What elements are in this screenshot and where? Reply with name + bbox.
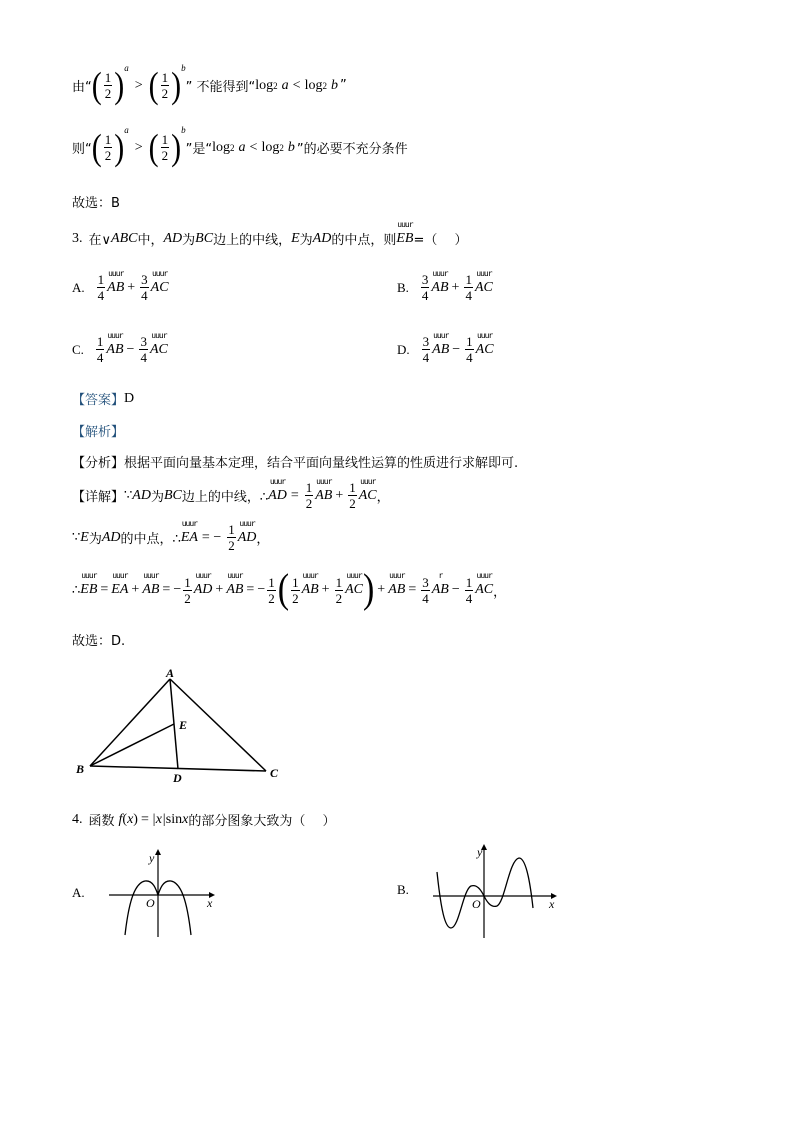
var: AD xyxy=(132,487,151,503)
exponent: a xyxy=(124,62,129,73)
num: 1 xyxy=(96,334,104,349)
text: 边上的中线，∴ xyxy=(181,490,269,505)
vector xyxy=(237,518,257,546)
fraction xyxy=(422,334,431,365)
text: 故选：D. xyxy=(72,634,126,649)
comma: ， xyxy=(256,532,270,547)
equals: = xyxy=(162,582,171,597)
exponent: a xyxy=(124,124,129,135)
therefore-symbol: ∴ xyxy=(72,582,81,598)
den: 4 xyxy=(422,350,430,365)
text: ”的必要不充分条件 xyxy=(296,142,408,157)
arrow-mark: uuur xyxy=(151,330,167,340)
operator: − xyxy=(126,341,135,357)
x-label: x xyxy=(206,896,212,910)
vector-name: AB xyxy=(431,279,449,295)
vector xyxy=(226,571,244,598)
detail-line-3 xyxy=(72,567,507,612)
operator: − xyxy=(452,341,461,357)
fraction xyxy=(465,575,474,606)
equals: = xyxy=(408,582,417,597)
analysis-heading xyxy=(72,421,124,440)
arrow-mark: uuur xyxy=(433,330,449,340)
question-number: 3. xyxy=(72,230,83,246)
vector-name: EB xyxy=(80,582,98,597)
arrow-mark: uuur xyxy=(143,571,159,580)
sin: sin xyxy=(165,811,183,827)
side-ab xyxy=(90,679,170,766)
text: 则“ xyxy=(72,142,92,157)
fraction xyxy=(227,522,236,553)
fraction xyxy=(267,575,276,606)
num: 1 xyxy=(465,272,472,287)
fraction xyxy=(140,272,149,303)
vector-name: AB xyxy=(315,487,333,503)
answer-value: D xyxy=(124,390,135,406)
fraction xyxy=(348,480,357,511)
log: log xyxy=(261,139,280,155)
vector-name: EA xyxy=(180,529,198,545)
label-d: D xyxy=(173,771,182,785)
num: 3 xyxy=(140,334,147,349)
var: b xyxy=(287,139,295,155)
option-label: D. xyxy=(397,341,410,357)
vector xyxy=(475,330,494,358)
equals: = xyxy=(100,582,109,597)
abs-x: |x| xyxy=(151,811,166,827)
arrow-mark: uuur xyxy=(81,571,97,580)
log-base: 2 xyxy=(322,80,327,91)
text: 由“ xyxy=(72,80,92,95)
paren: ) xyxy=(114,64,125,106)
because-symbol: ∵ xyxy=(124,488,133,503)
text: 的中点，则 xyxy=(331,233,397,248)
answer-line xyxy=(72,389,134,408)
arrow-mark: uuur xyxy=(302,571,318,580)
fraction xyxy=(335,575,344,606)
num: 3 xyxy=(421,272,429,287)
vector xyxy=(80,571,98,598)
den: 2 xyxy=(335,590,343,606)
fraction xyxy=(305,480,314,511)
log-base: 2 xyxy=(273,80,278,91)
arrow-mark: uuur xyxy=(397,219,413,229)
arrow-mark: uuur xyxy=(476,268,492,278)
origin-label: O xyxy=(471,897,481,911)
fraction xyxy=(464,272,473,303)
operator: + xyxy=(127,279,136,295)
big-paren: ( xyxy=(277,567,290,612)
num: 1 xyxy=(465,574,473,590)
fraction xyxy=(465,334,474,365)
vector-name: AC xyxy=(149,341,168,357)
vector-name: AC xyxy=(475,341,494,357)
option-a[interactable] xyxy=(72,268,169,303)
question-4 xyxy=(72,810,336,829)
var: AD xyxy=(312,230,332,246)
den: 4 xyxy=(96,350,104,365)
den: 2 xyxy=(292,590,299,606)
vector-name: AD xyxy=(237,529,257,545)
vector-name: AB xyxy=(388,582,406,597)
lt-sign: < xyxy=(249,139,258,155)
equals: = xyxy=(246,582,255,597)
num: 1 xyxy=(305,480,313,495)
var: E xyxy=(291,230,300,246)
num: 1 xyxy=(104,132,112,147)
fraction xyxy=(161,132,170,163)
vector xyxy=(388,571,406,598)
fraction xyxy=(97,272,106,303)
triangle-figure xyxy=(70,665,290,785)
plus: + xyxy=(215,582,224,597)
den: 4 xyxy=(466,350,473,365)
detail-line-2 xyxy=(72,518,270,553)
num: 1 xyxy=(349,480,356,495)
fraction xyxy=(104,70,113,101)
arrow-mark: uuur xyxy=(108,268,124,278)
den: 2 xyxy=(268,590,275,606)
comma: ， xyxy=(376,490,390,505)
y-axis-arrow-icon xyxy=(155,849,161,855)
graph-a xyxy=(91,845,221,940)
answer-tag: 【答案】 xyxy=(72,393,125,408)
graph-b xyxy=(415,840,565,940)
den: 2 xyxy=(228,538,235,553)
question-number: 4. xyxy=(72,811,83,827)
paren: ( xyxy=(91,126,102,168)
text: 边上的中线， xyxy=(213,233,292,248)
because-symbol: ∵ xyxy=(72,530,81,545)
text: 在∨ xyxy=(88,233,112,248)
vector-name: AC xyxy=(474,279,493,295)
num: 1 xyxy=(228,522,235,537)
paren: ) xyxy=(114,126,125,168)
num: 1 xyxy=(184,574,191,590)
text: ”是“ xyxy=(185,142,213,157)
equals: = xyxy=(290,487,299,503)
option-label: B. xyxy=(397,882,409,897)
num: 1 xyxy=(335,574,343,590)
arrow-mark: uuur xyxy=(269,476,286,486)
log-base: 2 xyxy=(230,142,235,153)
fraction xyxy=(104,132,113,163)
den: 2 xyxy=(305,496,313,511)
vector-name: AB xyxy=(432,341,450,357)
num: 3 xyxy=(422,334,430,349)
num: 1 xyxy=(97,272,105,287)
vector-name: AC xyxy=(345,582,363,597)
segment-be xyxy=(90,724,174,766)
vector xyxy=(301,571,319,598)
text: 中， xyxy=(137,233,164,248)
selection-1 xyxy=(72,192,120,211)
var: a xyxy=(281,77,289,93)
vector xyxy=(142,571,160,598)
var: b xyxy=(330,77,338,93)
den: 4 xyxy=(465,288,472,303)
detail-tag: 【详解】 xyxy=(72,490,125,505)
fraction xyxy=(183,575,192,606)
vector xyxy=(432,330,450,358)
vector-name: AD xyxy=(268,487,287,503)
y-label: y xyxy=(148,851,154,865)
vector-name: AB xyxy=(142,582,160,597)
var: AD xyxy=(163,230,183,246)
text: 为 xyxy=(88,532,102,547)
den: 2 xyxy=(104,148,112,163)
num: 1 xyxy=(292,574,299,590)
den: 4 xyxy=(140,350,147,365)
arrow-mark: uuur xyxy=(239,518,255,528)
log-base: 2 xyxy=(279,142,284,153)
arrow-mark: uuur xyxy=(112,571,128,580)
log: log xyxy=(255,77,274,93)
option-label: C. xyxy=(72,341,84,357)
vector-name: AB xyxy=(431,582,449,597)
arrow-mark: uuur xyxy=(346,571,362,580)
den: 4 xyxy=(465,590,473,606)
label-c: C xyxy=(270,766,279,780)
option-label: A. xyxy=(72,279,85,295)
den: 2 xyxy=(161,148,169,163)
text: =（ ） xyxy=(413,233,468,248)
fraction xyxy=(291,575,300,606)
num: 1 xyxy=(104,70,112,85)
gt-sign: > xyxy=(134,139,143,155)
gt-sign: > xyxy=(134,77,143,93)
den: 4 xyxy=(421,288,429,303)
exponent: b xyxy=(181,124,186,135)
arrow-mark: uuur xyxy=(107,330,123,340)
comma: ， xyxy=(493,584,507,600)
var: BC xyxy=(163,487,182,503)
var: x xyxy=(127,811,134,827)
minus: − xyxy=(257,582,266,597)
var: a xyxy=(238,139,246,155)
fraction xyxy=(139,334,148,365)
plus: + xyxy=(377,582,386,597)
exponent: b xyxy=(181,62,186,73)
vector-name: AB xyxy=(107,279,125,295)
den: 4 xyxy=(97,288,105,303)
log: log xyxy=(212,139,231,155)
den: 4 xyxy=(422,590,429,606)
text: 为 xyxy=(150,490,164,505)
paren: ) xyxy=(133,811,138,827)
vector xyxy=(396,219,414,247)
vector-name: AB xyxy=(106,341,124,357)
minus: − xyxy=(173,582,182,597)
vector-name: AC xyxy=(475,582,494,597)
option-label: A. xyxy=(72,884,85,900)
arrow-mark: uuur xyxy=(476,571,492,580)
vector-name: AB xyxy=(301,582,319,597)
arrow-mark: uuur xyxy=(432,268,448,278)
fenxi-line xyxy=(72,452,518,471)
fenxi-tag: 【分析】 xyxy=(72,456,125,471)
vector xyxy=(193,571,213,598)
vector xyxy=(474,268,493,296)
vector xyxy=(150,268,169,296)
curve xyxy=(437,858,533,928)
big-paren: ) xyxy=(362,567,375,612)
text: ” xyxy=(339,78,347,93)
equals: = − xyxy=(201,529,222,545)
arrow-mark: uuur xyxy=(181,518,197,528)
analysis-tag: 【解析】 xyxy=(72,425,125,440)
var: ABC xyxy=(111,230,138,246)
option-label: B. xyxy=(397,279,409,295)
vector-name: AC xyxy=(150,279,169,295)
lt-sign: < xyxy=(292,77,301,93)
paren: ( xyxy=(148,126,159,168)
num: 1 xyxy=(161,70,169,85)
var: E xyxy=(80,529,89,545)
den: 2 xyxy=(104,86,112,101)
x-label: x xyxy=(548,897,555,911)
vector-name: EA xyxy=(111,582,129,597)
paren: ( xyxy=(122,811,128,827)
den: 4 xyxy=(141,288,148,303)
num: 3 xyxy=(141,272,148,287)
text: 的部分图象大致为（ ） xyxy=(188,814,336,829)
fraction xyxy=(421,272,430,303)
var: x xyxy=(182,811,189,827)
label-b: B xyxy=(76,762,85,776)
vector xyxy=(106,330,124,358)
arrow-mark: uuur xyxy=(389,571,405,580)
num: 1 xyxy=(466,334,473,349)
arrow-mark: uuur xyxy=(316,476,332,486)
num: 3 xyxy=(422,574,429,590)
den: 2 xyxy=(161,86,169,101)
plus: + xyxy=(321,582,330,597)
vector xyxy=(475,571,494,598)
paren: ) xyxy=(171,64,182,106)
vector-name: AC xyxy=(358,487,377,503)
vector xyxy=(431,571,449,598)
arrow-mark: uuur xyxy=(227,571,243,580)
vector xyxy=(111,571,129,598)
vector xyxy=(431,268,449,296)
text: 函数 xyxy=(88,814,115,829)
equals: = xyxy=(140,811,149,827)
vector xyxy=(315,476,333,504)
den: 2 xyxy=(184,590,191,606)
den: 2 xyxy=(349,496,356,511)
label-e: E xyxy=(179,718,188,732)
text: 为 xyxy=(182,233,196,248)
text: 的中点，∴ xyxy=(120,532,181,547)
text: 故选：B xyxy=(72,196,120,211)
y-label: y xyxy=(476,845,483,859)
arrow-mark: uuur xyxy=(195,571,211,580)
selection-2 xyxy=(72,630,125,649)
question-3 xyxy=(72,219,468,248)
log: log xyxy=(304,77,323,93)
paren: ) xyxy=(171,126,182,168)
num: 1 xyxy=(268,574,275,590)
option-c[interactable] xyxy=(72,330,168,365)
plus: + xyxy=(131,582,140,597)
arrow-mark: uuur xyxy=(151,268,168,278)
detail-line-1 xyxy=(72,476,390,511)
fenxi-text: 根据平面向量基本定理，结合平面向量线性运算的性质进行求解即可. xyxy=(124,456,519,471)
vector xyxy=(149,330,168,358)
minus: − xyxy=(451,582,460,597)
option-b[interactable] xyxy=(397,268,493,303)
fraction xyxy=(421,575,430,606)
vector xyxy=(180,518,198,546)
vector xyxy=(268,476,287,504)
arrow-mark: r xyxy=(438,571,443,580)
line-2 xyxy=(72,124,408,168)
graph-option-b[interactable] xyxy=(397,840,565,940)
paren: ( xyxy=(91,64,102,106)
operator: + xyxy=(451,279,460,295)
arrow-mark: uuur xyxy=(360,476,376,486)
vector-name: AB xyxy=(226,582,244,597)
vector xyxy=(358,476,377,504)
text: 为 xyxy=(299,233,313,248)
plus: + xyxy=(335,487,344,503)
label-a: A xyxy=(166,666,175,680)
var: f xyxy=(118,811,123,827)
line-1 xyxy=(72,62,347,106)
fraction xyxy=(96,334,105,365)
paren: ( xyxy=(148,64,159,106)
graph-option-a[interactable] xyxy=(72,845,221,940)
text: ” 不能得到“ xyxy=(185,80,256,95)
vector xyxy=(107,268,125,296)
option-d[interactable] xyxy=(397,330,494,365)
fraction xyxy=(161,70,170,101)
vector xyxy=(345,571,363,598)
vector-name: AD xyxy=(193,582,213,597)
arrow-mark: uuur xyxy=(476,330,493,340)
var: AD xyxy=(101,529,121,545)
origin-label: O xyxy=(145,896,155,910)
var: BC xyxy=(195,230,214,246)
num: 1 xyxy=(161,132,169,147)
vector-name: EB xyxy=(396,230,414,246)
